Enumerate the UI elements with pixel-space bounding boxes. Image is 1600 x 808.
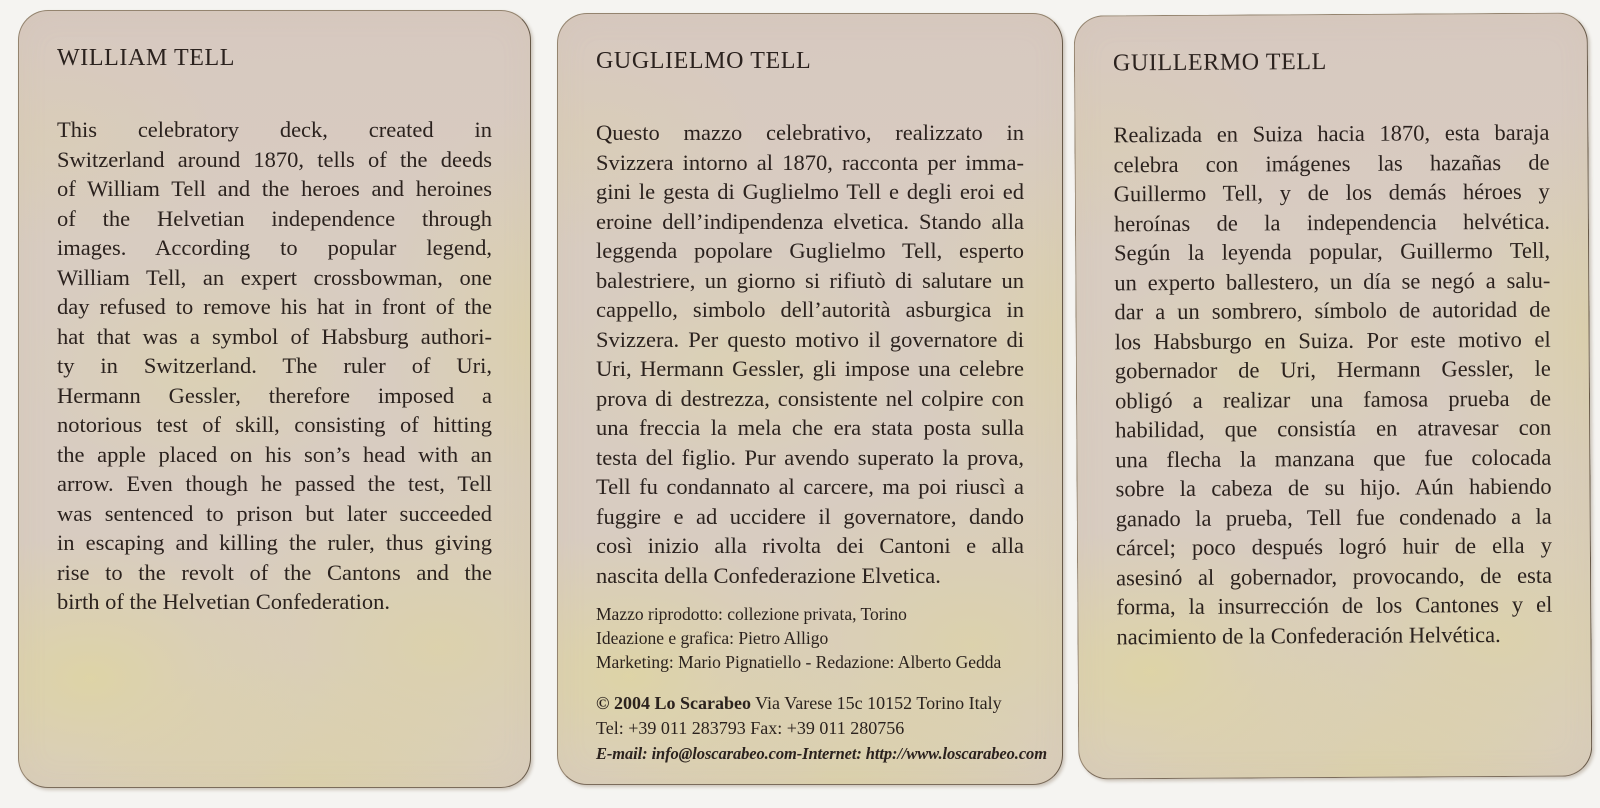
text-line: una flecha la manzana que fue colocada (1115, 444, 1552, 472)
text-line: Svizzera. Per questo motivo il governatore di (596, 326, 1024, 352)
text-line: eroine dell’indipendenza elvetica. Stando alla (596, 208, 1024, 234)
text-line: arrow. Even though he passed the test, Tell (57, 471, 492, 496)
card-italian (557, 13, 1063, 785)
text-line: los Habsburgo en Suiza. Por este motivo el (1114, 326, 1551, 354)
text-line: hat that was a symbol of Habsburg authori- (57, 323, 492, 349)
text-line: images. According to popular legend, (57, 235, 492, 260)
text-line: cappello, simbolo dell’autorità asburgica in (596, 297, 1024, 322)
text-line: celebra con imágenes las hazañas de (1113, 149, 1550, 177)
text-line: cárcel; poco después logró huir de ella y (1115, 532, 1552, 561)
text-line: Guillermo Tell, y de los demás héroes y (1113, 178, 1550, 207)
card-title-italian: GUGLIELMO TELL (596, 48, 812, 74)
text-line: the apple placed on his son’s head with an (57, 441, 492, 467)
text-line: gobernador de Uri, Hermann Gessler, le (1114, 355, 1551, 384)
text-line: dar a un sombrero, símbolo de autoridad de (1114, 296, 1551, 325)
text-line: heroínas de la independencia helvética. (1113, 208, 1551, 236)
card-body-italian (596, 118, 1024, 590)
card-body-spanish (1113, 118, 1552, 652)
text-line: una freccia la mela che era stata posta sulla (596, 415, 1024, 440)
text-line: leggenda popolare Guglielmo Tell, esperto (596, 238, 1024, 263)
text-line: Marketing: Mario Pignatiello - Redazione: Alberto Gedda (596, 652, 1002, 672)
text-line: Ideazione e grafica: Pietro Alligo (596, 628, 829, 648)
text-line: habilidad, que consistía en atravesar con (1115, 414, 1552, 443)
text-line: nascita della Confederazione Elvetica. (596, 562, 941, 588)
text-line: notorious test of skill, consisting of hitting (57, 412, 492, 437)
text-line: William Tell, an expert crossbowman, one (57, 264, 492, 290)
text-line: così inizio alla rivolta dei Cantoni e alla (596, 533, 1024, 558)
card-title-spanish: GUILLERMO TELL (1112, 49, 1327, 77)
text-line: This celebratory deck, created in (57, 117, 492, 142)
card-body-english (57, 115, 492, 617)
credits-block (596, 602, 1024, 674)
text-line: fuggire e ad uccidere il governatore, dando (596, 503, 1024, 529)
text-line: gini le gesta di Guglielmo Tell e degli eroi ed (596, 179, 1024, 204)
text-line: of the Helvetian independence through (57, 205, 492, 231)
card-title-english: WILLIAM TELL (57, 45, 236, 71)
publisher-address: Via Varese 15c 10152 Torino Italy (750, 693, 1002, 713)
text-line: nacimiento de la Confederación Helvética. (1116, 621, 1501, 649)
text-line: Mazzo riprodotto: collezione privata, Torino (596, 604, 907, 624)
text-line: balestriere, un giorno si rifiutò di salutare un (596, 267, 1024, 293)
text-line: asesinó al gobernador, provocando, de esta (1116, 562, 1553, 590)
text-line: birth of the Helvetian Confederation. (57, 589, 391, 614)
text-line: un experto ballestero, un día se negó a salu- (1114, 267, 1551, 295)
publisher-name: © 2004 Lo Scarabeo (596, 693, 751, 713)
card-english (18, 10, 531, 788)
text-line: ganado la prueba, Tell fue condenado a la (1115, 503, 1552, 531)
text-line: Hermann Gessler, therefore imposed a (57, 382, 492, 408)
copyright-address-line (596, 691, 1024, 716)
text-line: day refused to remove his hat in front of the (57, 294, 492, 319)
text-line: Según la leyenda popular, Guillermo Tell, (1114, 237, 1551, 266)
text-line: Tell fu condannato al carcere, ma poi riuscì a (596, 474, 1024, 499)
text-line: Svizzera intorno al 1870, racconta per imma- (596, 149, 1024, 175)
text-line: Switzerland around 1870, tells of the deeds (57, 146, 492, 172)
text-line: obligó a realizar una famosa prueba de (1114, 385, 1552, 413)
text-line: rise to the revolt of the Cantons and the (57, 559, 492, 585)
text-line: ty in Switzerland. The ruler of Uri, (57, 353, 492, 378)
email-web-line: E-mail: info@loscarabeo.com-Internet: http://www.loscarabeo.com (596, 744, 1047, 763)
text-line: Uri, Hermann Gessler, gli impose una celebre (596, 356, 1024, 381)
phone-fax-line: Tel: +39 011 283793 Fax: +39 011 280756 (596, 718, 905, 738)
text-line: of William Tell and the heroes and heroines (57, 176, 492, 201)
text-line: in escaping and killing the ruler, thus giving (57, 530, 492, 555)
text-line: Questo mazzo celebrativo, realizzato in (596, 120, 1024, 145)
text-line: sobre la cabeza de su hijo. Aún habiendo (1115, 473, 1552, 502)
text-line: Realizada en Suiza hacia 1870, esta baraja (1113, 119, 1550, 148)
text-line: prova di destrezza, consistente nel colpire con (596, 385, 1024, 411)
publisher-contact-block (596, 691, 1047, 766)
card-spanish (1074, 12, 1593, 779)
text-line: testa del figlio. Pur avendo superato la prova, (596, 444, 1024, 470)
text-line: was sentenced to prison but later succeeded (57, 500, 492, 526)
text-line: forma, la insurrección de los Cantones y el (1116, 591, 1553, 620)
